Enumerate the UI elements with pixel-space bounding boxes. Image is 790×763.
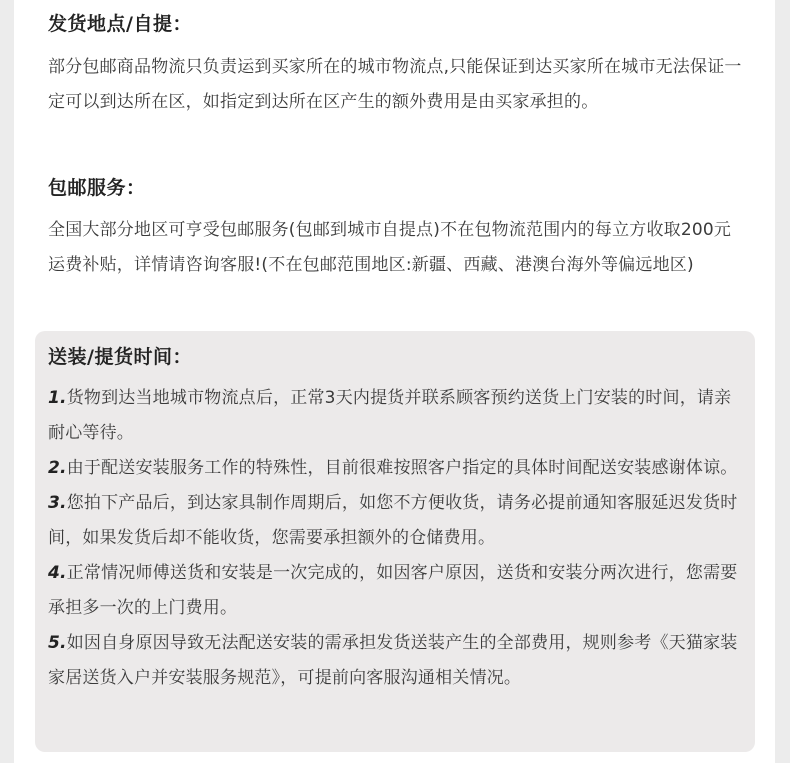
free-shipping-text: 全国大部分地区可亨受包邮服务(包邮到城市自提点)不在包物流范围内的每立方收取200元运费补贴，详情请咨询客服!(不在包邮范围地区:新疆、西藏、港澳台海外等偏远地区) <box>48 220 732 275</box>
free-shipping-title: 包邮服务： <box>48 177 146 199</box>
delivery-item-number: 4. <box>48 563 67 583</box>
delivery-time-section <box>48 345 748 696</box>
delivery-item <box>48 556 748 626</box>
delivery-item <box>48 626 748 696</box>
delivery-item <box>48 451 748 486</box>
delivery-item-text: 正常情况师傅送货和安装是一次完成的，如因客户原因，送货和安装分两次进行，您需要承担多一次的上门费用。 <box>48 563 738 618</box>
delivery-item-text: 您拍下产品后，到达家具制作周期后，如您不方便收货，请务必提前通知客服延迟发货时间，如果发货后却不能收货，您需要承担额外的仓储费用。 <box>48 493 738 548</box>
delivery-item-number: 2. <box>48 458 67 478</box>
delivery-item-number: 3. <box>48 493 67 513</box>
delivery-item-text: 由于配送安装服务工作的特殊性，目前很难按照客户指定的具体时间配送安装感谢体谅。 <box>66 458 738 478</box>
delivery-item-text: 货物到达当地城市物流点后，正常3天内提货并联系顾客预约送货上门安装的时间，请亲耐心等待。 <box>48 388 732 443</box>
shipping-location-title: 发货地点/自提： <box>48 13 192 35</box>
delivery-item <box>48 381 748 451</box>
delivery-item <box>48 486 748 556</box>
delivery-time-card <box>35 331 755 752</box>
delivery-item-text: 如因自身原因导致无法配送安装的需承担发货送装产生的全部费用，规则参考《天猫家装家居送货入户并安装服务规范》，可提前向客服沟通相关情况。 <box>48 633 738 688</box>
shipping-location-text: 部分包邮商品物流只负责运到买家所在的城市物流点,只能保证到达买家所在城市无法保证一定可以到达所在区，如指定到达所在区产生的额外费用是由买家承担的。 <box>48 57 742 112</box>
delivery-item-number: 5. <box>48 633 67 653</box>
delivery-time-title: 送装/提货时间： <box>48 346 192 368</box>
shipping-location-section <box>48 12 748 120</box>
free-shipping-section <box>48 176 748 283</box>
delivery-item-number: 1. <box>48 388 67 408</box>
